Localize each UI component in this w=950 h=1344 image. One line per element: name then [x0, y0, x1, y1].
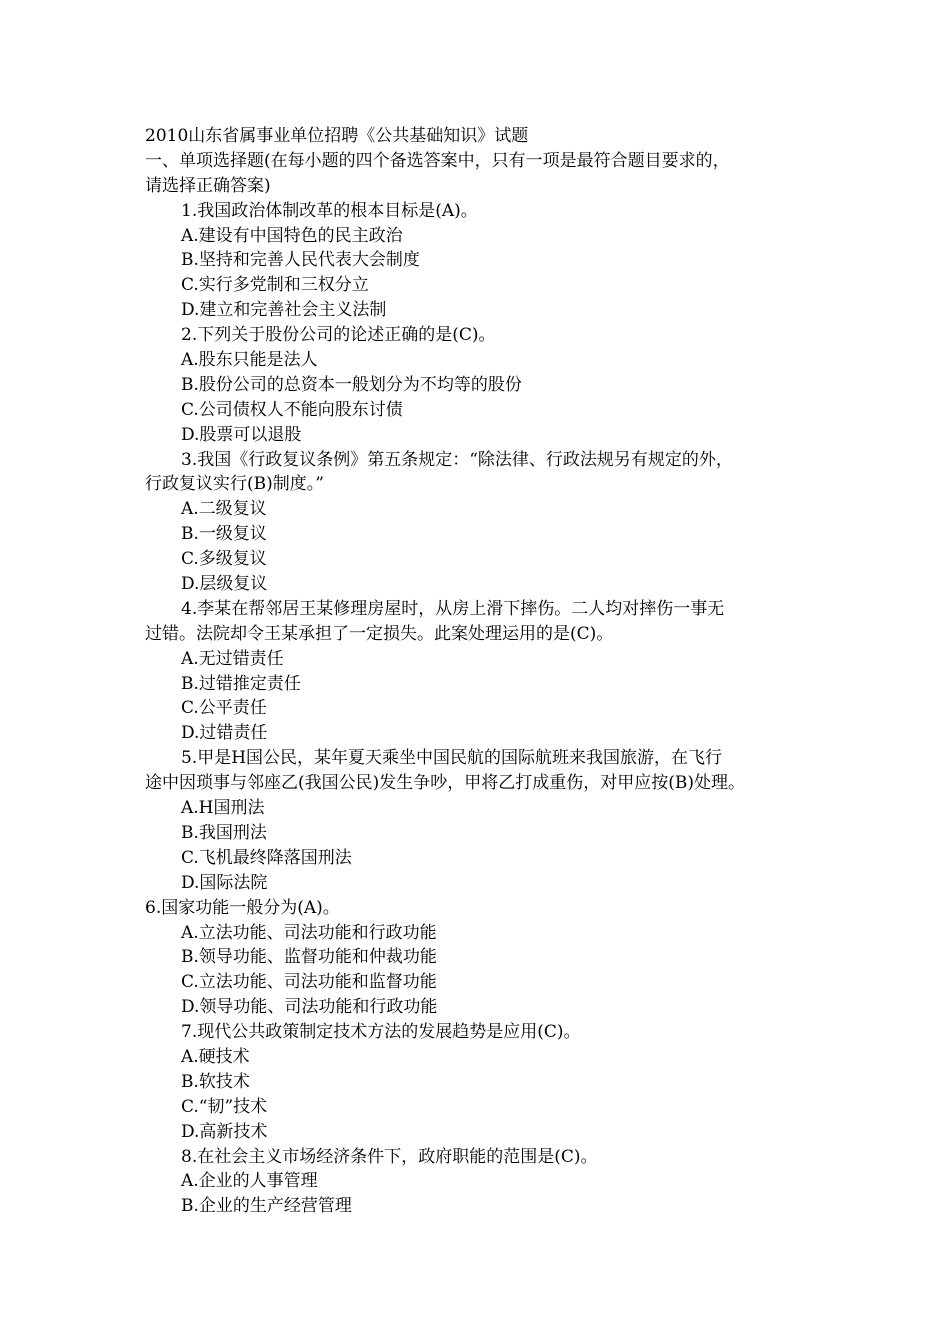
section-heading-line-1: 一、单项选择题(在每小题的四个备选答案中，只有一项是最符合题目要求的，: [145, 150, 730, 171]
question-stem-continued: 过错。法院却令王某承担了一定损失。此案处理运用的是(C)。: [145, 623, 614, 644]
option: A.二级复议: [181, 499, 267, 520]
option: D.层级复议: [181, 574, 268, 595]
option: B.一级复议: [181, 524, 267, 545]
exam-document: [145, 124, 825, 1219]
option: B.坚持和完善人民代表大会制度: [181, 250, 420, 271]
option: B.企业的生产经营管理: [181, 1196, 352, 1217]
document-title: 2010山东省属事业单位招聘《公共基础知识》试题: [145, 126, 529, 146]
question-stem: 6.国家功能一般分为(A)。: [145, 897, 340, 918]
option: C.“韧”技术: [181, 1096, 268, 1117]
question-stem: 7.现代公共政策制定技术方法的发展趋势是应用(C)。: [181, 1022, 581, 1043]
option: C.实行多党制和三权分立: [181, 275, 369, 296]
question-stem-continued: 行政复议实行(B)制度。”: [145, 474, 324, 495]
option: B.领导功能、监督功能和仲裁功能: [181, 947, 437, 968]
option: D.股票可以退股: [181, 424, 302, 445]
option: C.公司债权人不能向股东讨债: [181, 399, 403, 420]
option: A.无过错责任: [181, 648, 284, 669]
section-heading-line-2: 请选择正确答案): [145, 175, 271, 196]
question-stem: 3.我国《行政复议条例》第五条规定：“除法律、行政法规另有规定的外，: [181, 449, 733, 470]
option: B.软技术: [181, 1071, 250, 1092]
option: A.建设有中国特色的民主政治: [181, 225, 403, 246]
question-stem: 5.甲是H国公民，某年夏天乘坐中国民航的国际航班来我国旅游，在飞行: [181, 748, 723, 769]
option: B.过错推定责任: [181, 673, 301, 694]
question-stem: 4.李某在帮邻居王某修理房屋时，从房上滑下摔伤。二人均对摔伤一事无: [181, 598, 725, 619]
option: A.立法功能、司法功能和行政功能: [181, 922, 437, 943]
option: D.建立和完善社会主义法制: [181, 300, 387, 321]
option: A.企业的人事管理: [181, 1171, 318, 1192]
option: D.过错责任: [181, 723, 268, 744]
option: A.股东只能是法人: [181, 350, 318, 371]
option: C.飞机最终降落国刑法: [181, 847, 352, 868]
question-stem: 1.我国政治体制改革的根本目标是(A)。: [181, 200, 478, 221]
question-stem: 2.下列关于股份公司的论述正确的是(C)。: [181, 325, 496, 346]
option: B.股份公司的总资本一般划分为不均等的股份: [181, 374, 522, 395]
option: B.我国刑法: [181, 822, 267, 843]
option: A.硬技术: [181, 1046, 250, 1067]
question-stem-continued: 途中因琐事与邻座乙(我国公民)发生争吵，甲将乙打成重伤，对甲应按(B)处理。: [145, 773, 746, 794]
option: D.高新技术: [181, 1121, 268, 1142]
option: C.立法功能、司法功能和监督功能: [181, 972, 437, 993]
option: D.国际法院: [181, 872, 268, 893]
option: D.领导功能、司法功能和行政功能: [181, 997, 438, 1018]
option: C.公平责任: [181, 698, 267, 719]
option: A.H国刑法: [181, 798, 265, 819]
option: C.多级复议: [181, 549, 267, 570]
question-stem: 8.在社会主义市场经济条件下，政府职能的范围是(C)。: [181, 1146, 598, 1167]
